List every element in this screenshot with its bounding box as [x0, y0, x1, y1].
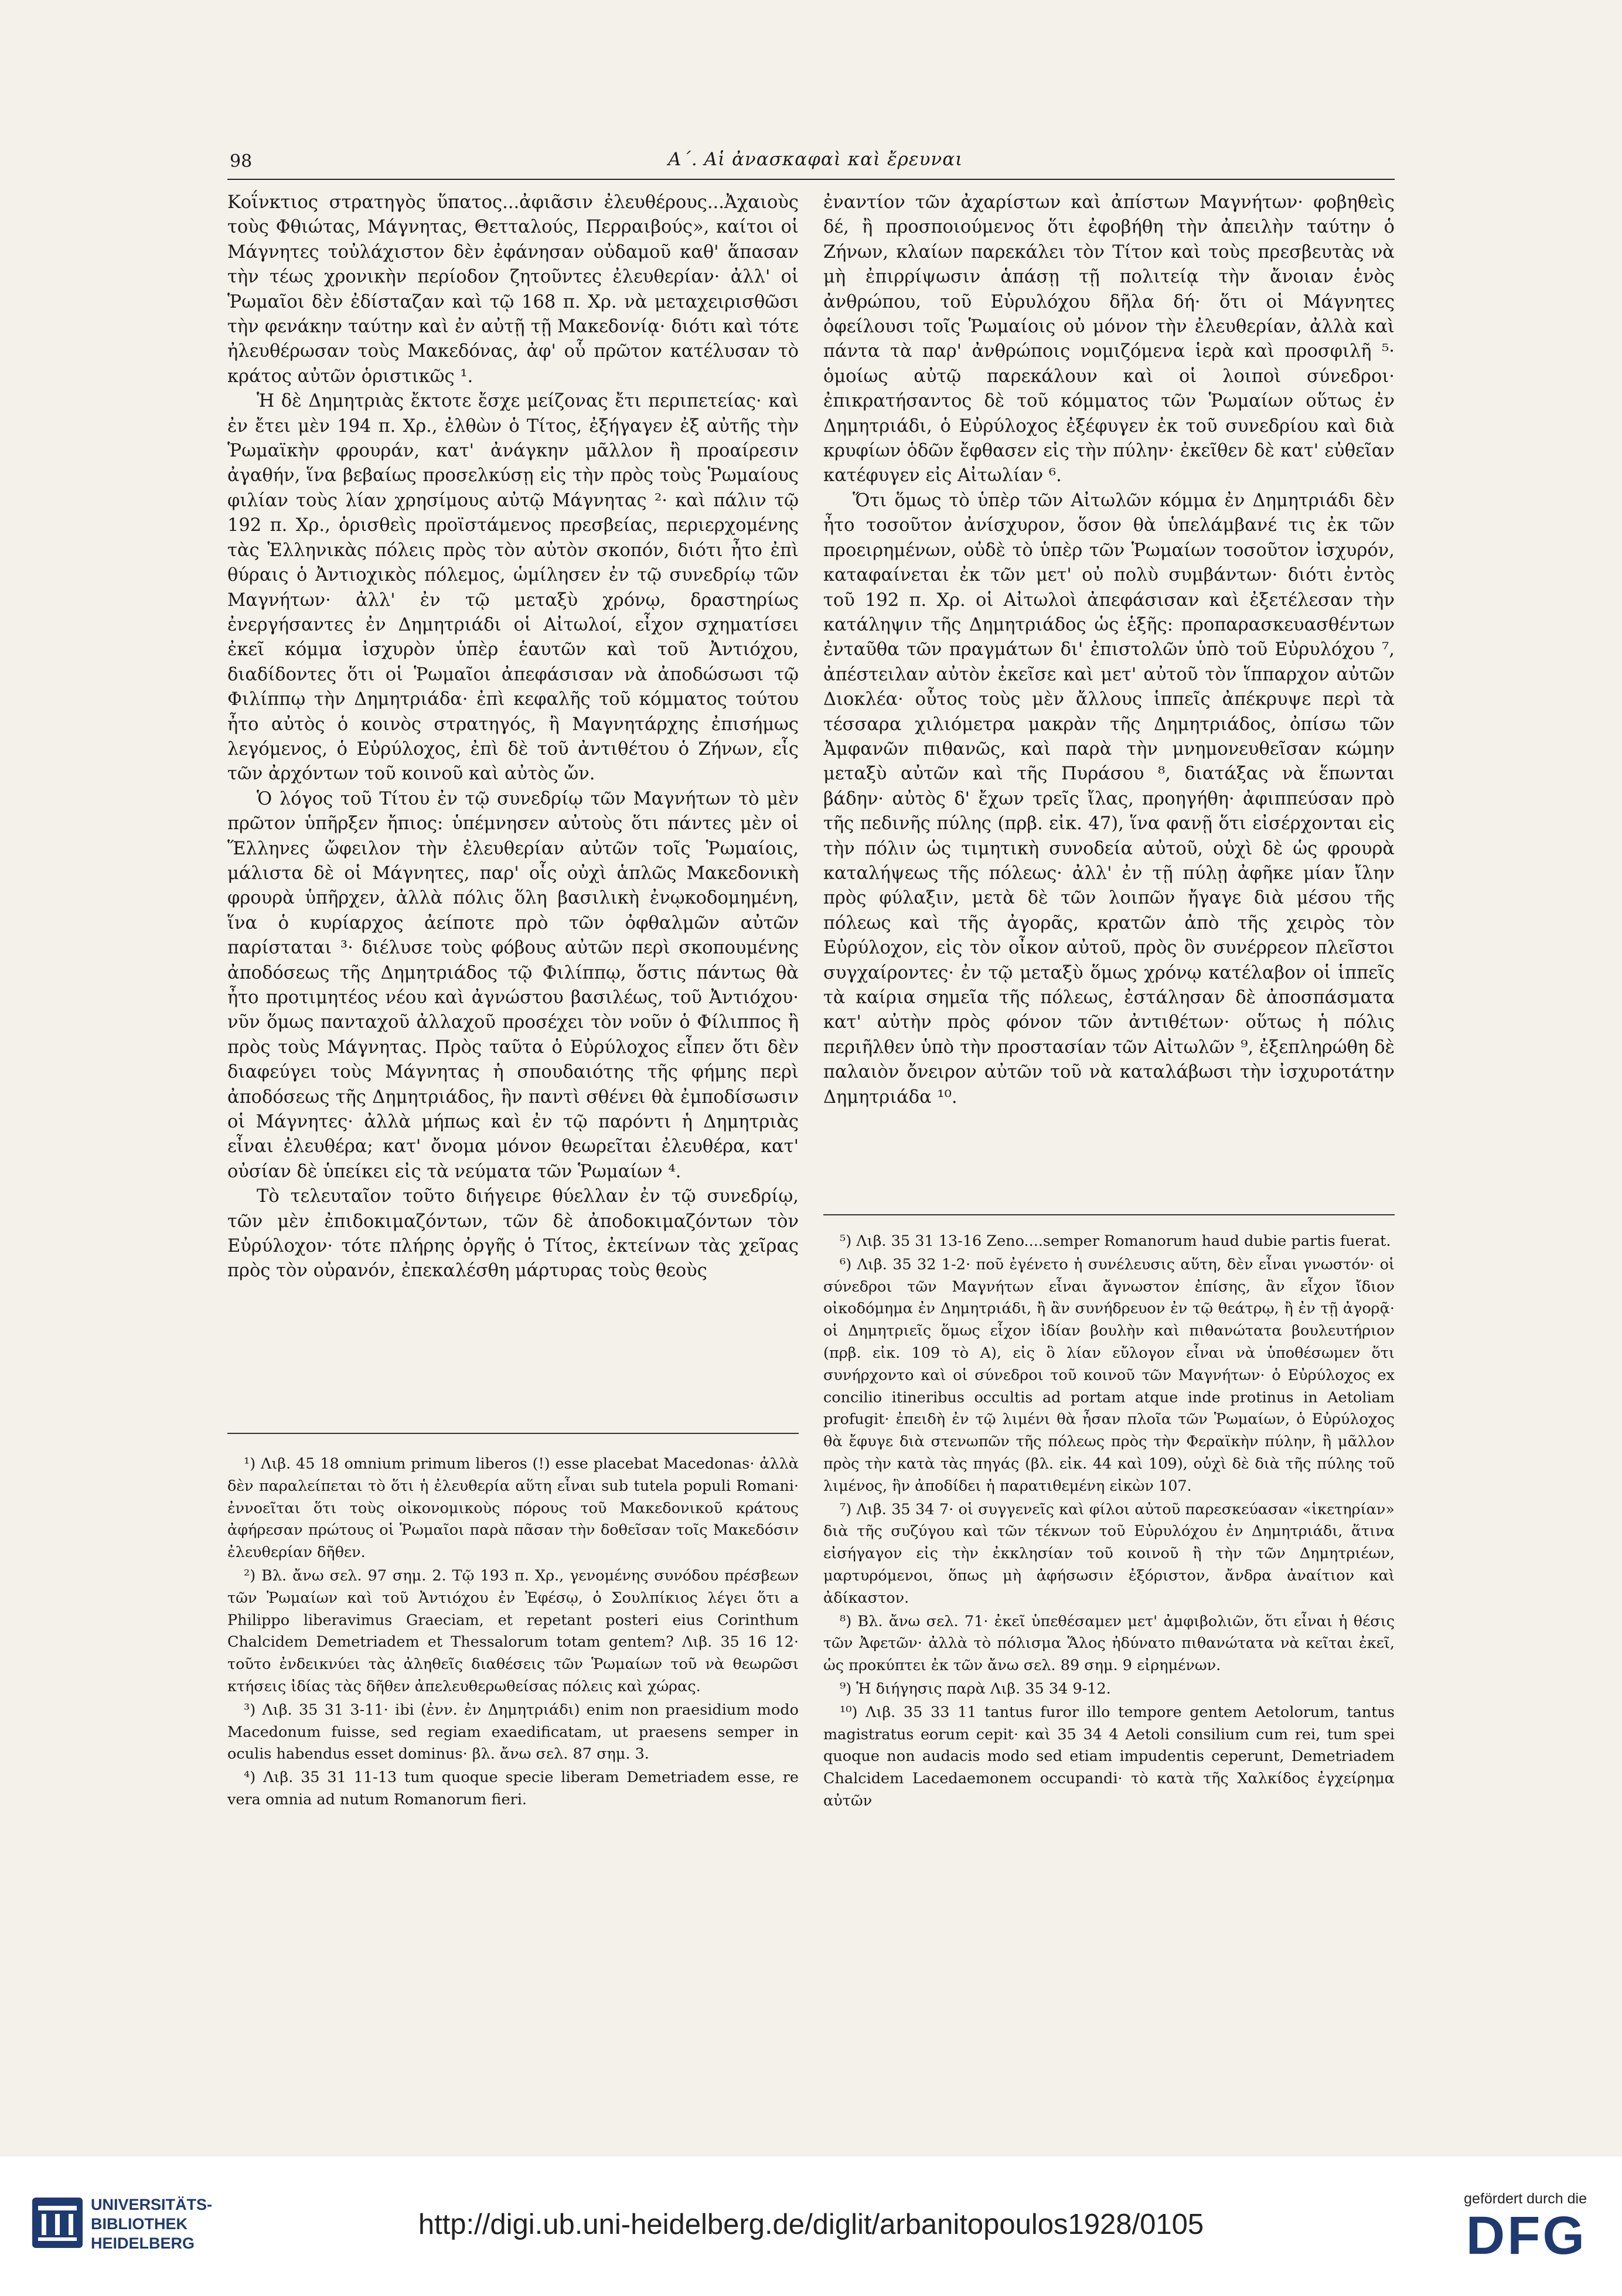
- footnote: ⁴) Λιβ. 35 31 11-13 tum quoque specie liberam Demetriadem esse, re vera omnia ad nutum Romanorum fieri.: [227, 1769, 799, 1808]
- footnote: ⁷) Λιβ. 35 34 7· οἱ συγγενεῖς καὶ φίλοι αὐτοῦ παρεσκεύασαν «ἱκετηρίαν» διὰ τῆς συζύγου καὶ τῶν τέκνων τοῦ Εὐρυλόχου ἐν Δημητριάδι, ἅτινα εἰσήγαγον εἰς τὴν ἐκκλησίαν τοῦ κοινοῦ ἢ τὴν τῶν Δημητριέων, μαρτυρόμενοι, ὅπως μὴ ἀφήσωσιν ἐξόριστον, ἄνδρα ἀναίτιον καὶ ἀδίκαστον.: [823, 1500, 1395, 1607]
- running-head: Α΄. Αἱ ἀνασκαφαὶ καὶ ἔρευναι: [668, 149, 963, 170]
- footnote: ⁶) Λιβ. 35 32 1-2· ποῦ ἐγένετο ἡ συνέλευσις αὕτη, δὲν εἶναι γνωστόν· οἱ σύνεδροι τῶν Μαγνήτων εἶναι ἄγνωστον ἐπίσης, ἂν εἶχον ἴδιον οἰκοδόμημα ἐν Δημητριάδι, ἢ ἂν συνήδρευον ἐν τῷ θεάτρῳ, ἢ ἐν τῇ ἀγορᾷ· οἱ Δημητριεῖς ὅμως εἶχον ἰδίαν βουλὴν καὶ πιθανώτατα βουλευτήριον (πρβ. εἰκ. 109 τὸ Α), εἰς ὃ λίαν εὔλογον εἶναι νὰ ὑποθέσωμεν ὅτι συνήρχοντο καὶ οἱ σύνεδροι τοῦ κοινοῦ τῶν Μαγνήτων· ὁ Εὐρύλοχος ex concilio itineribus occultis ad portam atque inde protinus in Aetoliam profugit· ἐπειδὴ ἐν τῷ λιμένι θὰ ἦσαν πλοῖα τῶν Ῥωμαίων, ὁ Εὐρύλοχος θὰ ἔφυγε διὰ στενωπῶν τῆς πόλεως πρὸς τὴν Φεραϊκὴν πύλην, ἢ μᾶλλον πρὸς τὴν κατὰ τὰς πηγάς (βλ. εἰκ. 44 καὶ 109), οὐχὶ δὲ διὰ τῆς πύλης τοῦ λιμένος, ἣν ἀποδίδει ἡ παρατιθεμένη εἰκὼν 107.: [823, 1255, 1395, 1495]
- library-name-line: UNIVERSITÄTS-: [91, 2196, 213, 2213]
- paragraph: Ἡ δὲ Δημητριὰς ἔκτοτε ἔσχε μείζονας ἔτι περιπετείας· καὶ ἐν ἔτει μὲν 194 π. Χρ., ἐλθὼν ὁ Τίτος, ἐξήγαγεν ἐξ αὐτῆς τὴν Ῥωμαϊκὴν φρουράν, κατ' ἀνάγκην μᾶλλον ἢ προαίρεσιν ἀγαθήν, ἵνα βεβαίως προσελκύσῃ εἰς τὴν πρὸς τοὺς Ῥωμαίους φιλίαν τοὺς λίαν χρησίμους αὐτῷ Μάγνητας ²· καὶ πάλιν τῷ 192 π. Χρ., ὁρισθεὶς προϊστάμενος πρεσβείας, περιερχομένης τὰς Ἑλληνικὰς πόλεις πρὸς τὸν αὐτὸν σκοπόν, διότι ἦτο ἐπὶ θύραις ὁ Ἀντιοχικὸς πόλεμος, ὡμίλησεν ἐν τῷ συνεδρίῳ τῶν Μαγνήτων· ἀλλ' ἐν τῷ μεταξὺ χρόνῳ, δραστηρίως ἐνεργήσαντες ἐν Δημητριάδι οἱ Αἰτωλοί, εἶχον σχηματίσει ἐκεῖ κόμμα ἰσχυρὸν ὑπὲρ ἑαυτῶν καὶ τοῦ Ἀντιόχου, διαδίδοντες ὅτι οἱ Ῥωμαῖοι ἀπεφάσισαν νὰ ἀποδώσωσι τῷ Φιλίππῳ τὴν Δημητριάδα· ἐπὶ κεφαλῆς τοῦ κόμματος τούτου ἦτο αὐτὸς ὁ κοινὸς στρατηγός, ἢ Μαγνητάρχης ἐπισήμως λεγόμενος, ὁ Εὐρύλοχος, ἐπὶ δὲ τοῦ ἀντιθέτου ὁ Ζήνων, εἷς τῶν ἀρχόντων τοῦ κοινοῦ καὶ αὐτὸς ὤν.: [227, 391, 799, 785]
- footnote: ³) Λιβ. 35 31 3-11· ibi (ἐνν. ἐν Δημητριάδι) enim non praesidium modo Macedonum fuisse, sed regiam exaedificatam, ut praesens semper in oculis habendus esset dominus· βλ. ἄνω σελ. 87 σημ. 3.: [227, 1701, 799, 1763]
- paragraph: Ὅτι ὅμως τὸ ὑπὲρ τῶν Αἰτωλῶν κόμμα ἐν Δημητριάδι δὲν ἦτο τοσοῦτον ἀνίσχυρον, ὅσον θὰ ὑπελάμβανέ τις ἐκ τῶν προειρημένων, οὐδὲ τὸ ὑπὲρ τῶν Ῥωμαίων τοσοῦτον ἰσχυρόν, καταφαίνεται ἐκ τῶν μετ' οὐ πολὺ συμβάντων· διότι ἐντὸς τοῦ 192 π. Χρ. οἱ Αἰτωλοὶ ἀπεφάσισαν καὶ ἐξετέλεσαν τὴν κατάληψιν τῆς Δημητριάδος ὡς ἑξῆς: προπαρασκευασθέντων ἐνταῦθα τῶν πραγμάτων δι' ἐπιστολῶν ὑπὸ τοῦ Εὐρυλόχου ⁷, ἀπέστειλαν αὐτὸν ἐκεῖσε καὶ μετ' αὐτοῦ τὸν ἵππαρχον αὐτῶν Διοκλέα· οὗτος τοὺς μὲν ἄλλους ἱππεῖς ἀπέκρυψε περὶ τὰ τέσσαρα χιλιόμετρα μακρὰν τῆς Δημητριάδος, ὀπίσω τῶν Ἀμφανῶν πιθανῶς, καὶ παρὰ τὴν μνημονευθεῖσαν κώμην μεταξὺ αὐτῶν καὶ τῆς Πυράσου ⁸, διατάξας νὰ ἕπωνται βάδην· αὐτὸς δ' ἔχων τρεῖς ἴλας, προηγήθη· ἀφιππεύσαν πρὸ τῆς πεδινῆς πύλης (πρβ. εἰκ. 47), ἵνα φανῇ ὅτι εἰσέρχονται εἰς τὴν πόλιν ὡς τιμητικὴ συνοδεία αὐτοῦ, οὐχὶ δὲ ὡς φρουρὰ καταλήψεως τῆς πόλεως· ἀλλ' ἐν τῇ πύλῃ ἀφῆκε μίαν ἴλην πρὸς φύλαξιν, μετὰ δὲ τῶν λοιπῶν ἤγαγε διὰ μέσου τῆς πόλεως καὶ τῆς ἀγορᾶς, κρατῶν ἀπὸ τῆς χειρὸς τὸν Εὐρύλοχον, εἰς τὸν οἶκον αὐτοῦ, πρὸς ὃν συνέρρεον πλεῖστοι συγχαίροντες· ἐν τῷ μεταξὺ ὅμως χρόνῳ κατέλαβον οἱ ἱππεῖς τὰ καίρια σημεῖα τῆς πόλεως, ἐστάλησαν δὲ ἀποσπάσματα κατ' αὐτὴν πρὸς φόνον τῶν ἀντιθέτων· οὕτως ἡ πόλις περιῆλθεν ὑπὸ τὴν προστασίαν τῶν Αἰτωλῶν ⁹, ἐξεπληρώθη δὲ παλαιὸν ὄνειρον αὐτῶν τοῦ νὰ καταλάβωσι τὴν ἰσχυροτάτην Δημητριάδα ¹⁰.: [823, 490, 1395, 1108]
- library-name-line: HEIDELBERG: [91, 2234, 195, 2252]
- header-rule: [227, 179, 1395, 180]
- paragraph: ἐναντίον τῶν ἀχαρίστων καὶ ἀπίστων Μαγνήτων· φοβηθεὶς δέ, ἢ προσποιούμενος ὅτι ἐφοβήθη τὴν ἀπειλὴν ταύτην ὁ Ζήνων, κλαίων παρεκάλει τὸν Τίτον καὶ τοὺς πρεσβευτὰς νὰ μὴ ἐπιρρίψωσιν ἁπάσῃ τῇ πολιτείᾳ τὴν ἄνοιαν ἑνὸς ἀνθρώπου, τοῦ Εὐρυλόχου δῆλα δή· ὅτι οἱ Μάγνητες ὀφείλουσι τοῖς Ῥωμαίοις οὐ μόνον τὴν ἐλευθερίαν, ἀλλὰ καὶ πάντα τὰ παρ' ἀνθρώποις νομιζόμενα ἱερὰ καὶ προσφιλῆ ⁵· ὁμοίως αὐτῷ παρεκάλουν καὶ οἱ λοιποὶ σύνεδροι· ἐπικρατήσαντος δὲ τοῦ κόμματος τῶν Ῥωμαίων οὕτως ἐν Δημητριάδι, ὁ Εὐρύλοχος ἐξέφυγεν ἐκ τοῦ συνεδρίου καὶ διὰ κρυφίων ὁδῶν ἔφθασεν εἰς τὴν πύλην· ἐκεῖθεν δὲ κατ' εὐθεῖαν κατέφυγεν εἰς Αἰτωλίαν ⁶.: [823, 192, 1395, 486]
- dfg-logo: DFG: [1466, 2206, 1587, 2266]
- footnotes-left: [227, 1453, 799, 1813]
- footnote: ⁸) Βλ. ἄνω σελ. 71· ἐκεῖ ὑπεθέσαμεν μετ' ἀμφιβολιῶν, ὅτι εἶναι ἡ θέσις τῶν Ἀφετῶν· ἀλλὰ τὸ πόλισμα Ἅλος ἠδύνατο πιθανώτατα νὰ κεῖται ἐκεῖ, ὡς προκύπτει ἐκ τῶν ἄνω σελ. 89 σημ. 9 εἰρημένων.: [823, 1612, 1395, 1675]
- footnote-rule: [227, 1433, 799, 1434]
- footnote-rule: [823, 1214, 1395, 1215]
- paragraph: Κοΐνκτιος στρατηγὸς ὕπατος...ἀφιᾶσιν ἐλευθέρους...Ἀχαιοὺς τοὺς Φθιώτας, Μάγνητας, Θετταλούς, Περραιβούς», καίτοι οἱ Μάγνητες τοὐλάχιστον δὲν ἐφάνησαν οὐδαμοῦ καθ' ἅπασαν τὴν τέως χρονικὴν περίοδον ζητοῦντες ἐλευθερίαν· ἀλλ' οἱ Ῥωμαῖοι δὲν ἐδίσταζαν καὶ τῷ 168 π. Χρ. νὰ μεταχειρισθῶσι τὴν φενάκην ταύτην καὶ ἐν αὐτῇ τῇ Μακεδονίᾳ· διότι καὶ τότε ἠλευθέρωσαν τοὺς Μακεδόνας, ἀφ' οὗ πρῶτον κατέλυσαν τὸ κράτος αὐτῶν ὁριστικῶς ¹.: [227, 192, 799, 387]
- footnote: ⁵) Λιβ. 35 31 13-16 Zeno....semper Romanorum haud dubie partis fuerat.: [840, 1232, 1391, 1250]
- footnote: ¹) Λιβ. 45 18 omnium primum liberos (!) esse placebat Macedonas· ἀλλὰ δὲν παραλείπεται τὸ ὅτι ἡ ἐλευθερία αὕτη εἶναι sub tutela populi Romani· ἐννοεῖται ὅτι τοὺς οἰκονομικοὺς πόρους τοῦ Μακεδονικοῦ κράτους ἀφήρεσαν πρώτους οἱ Ῥωμαῖοι παρὰ πᾶσαν τὴν δοθεῖσαν τοῖς Μακεδόσιν ἐλευθερίαν δῆθεν.: [227, 1455, 799, 1562]
- paragraph: Ὁ λόγος τοῦ Τίτου ἐν τῷ συνεδρίῳ τῶν Μαγνήτων τὸ μὲν πρῶτον ὑπῆρξεν ἤπιος: ὑπέμνησεν αὐτοὺς ὅτι πάντες μὲν οἱ Ἕλληνες ὤφειλον τὴν ἐλευθερίαν αὐτῶν τοῖς Ῥωμαίοις, μάλιστα δὲ οἱ Μάγνητες, παρ' οἷς οὐχὶ ἁπλῶς Μακεδονικὴ φρουρὰ ὑπῆρχεν, ἀλλὰ πόλις ὅλη βασιλικὴ ἐνῳκοδομημένη, ἵνα ὁ κυρίαρχος ἀείποτε πρὸ τῶν ὀφθαλμῶν αὐτῶν παρίσταται ³· διέλυσε τοὺς φόβους αὐτῶν περὶ σκοπουμένης ἀποδόσεως τῆς Δημητριάδος τῷ Φιλίππῳ, ὅστις πάντως θὰ ἦτο προτιμητέος νέου καὶ ἀγνώστου βασιλέως, τοῦ Ἀντιόχου· νῦν ὅμως πανταχοῦ ἀλλαχοῦ προσέχει τὸν νοῦν ὁ Φίλιππος ἢ πρὸς τοὺς Μάγνητας. Πρὸς ταῦτα ὁ Εὐρύλοχος εἶπεν ὅτι δὲν διαφεύγει τοὺς Μάγνητας ἡ σπουδαιότης τῆς φήμης περὶ ἀποδόσεως τῆς Δημητριάδος, ἣν παντὶ σθένει θὰ ἐμποδίσωσιν οἱ Μάγνητες· ἀλλὰ μήπως καὶ ἐν τῷ παρόντι ἡ Δημητριὰς εἶναι ἐλευθέρα; κατ' ὄνομα μόνον θεωρεῖται ἐλευθέρα, κατ' οὐσίαν δὲ ὑπείκει εἰς τὰ νεύματα τῶν Ῥωμαίων ⁴.: [227, 788, 799, 1182]
- permalink-url[interactable]: http://digi.ub.uni-heidelberg.de/diglit/arbanitopoulos1928/0105: [418, 2209, 1204, 2240]
- footnote: ⁹) Ἡ διήγησις παρὰ Λιβ. 35 34 9-12.: [840, 1680, 1111, 1698]
- footnote: ²) Βλ. ἄνω σελ. 97 σημ. 2. Τῷ 193 π. Χρ., γενομένης συνόδου πρέσβεων τῶν Ῥωμαίων καὶ τοῦ Ἀντιόχου ἐν Ἐφέσῳ, ὁ Σουλπίκιος λέγει ὅτι a Philippo liberavimus Graeciam, et repetant posteri eius Corinthum Chalcidem Demetriadem et Thessalorum totam gentem? Λιβ. 35 16 12· τοῦτο ἐνδεικνύει τὰς ἀληθεῖς διαθέσεις τῶν Ῥωμαίων τοῦ νὰ θεωρῶσι κτήσεις ἰδίας τὰς δῆθεν ἀπελευθερωθείσας πόλεις καὶ χώρας.: [227, 1566, 799, 1695]
- right-column: [823, 190, 1395, 1110]
- footnotes-right: [823, 1231, 1395, 1814]
- sponsor-block[interactable]: [1434, 2191, 1587, 2264]
- footnote: ¹⁰) Λιβ. 35 33 11 tantus furor illo tempore gentem Aetolorum, tantus magistratus eorum cepit· καὶ 35 34 4 Aetoli consilium cum rei, tum spei quoque non audacis modo sed etiam impudentis ceperunt, Demetriadem Chalcidem Lacedaemonem occupandi· τὸ κατὰ τῆς Χαλκίδος ἐγχείρημα αὐτῶν: [823, 1703, 1395, 1810]
- viewer-footer: [0, 2157, 1622, 2296]
- page-number: 98: [230, 151, 253, 172]
- sponsor-label: gefördert durch die: [1464, 2191, 1587, 2207]
- library-name-line: BIBLIOTHEK: [91, 2215, 188, 2233]
- paragraph: Τὸ τελευταῖον τοῦτο διήγειρε θύελλαν ἐν τῷ συνεδρίῳ, τῶν μὲν ἐπιδοκιμαζόντων, τῶν δὲ ἀποδοκιμαζόντων τὸν Εὐρύλοχον· τότε πλήρης ὀργῆς ὁ Τίτος, ἐκτείνων τὰς χεῖρας πρὸς τὸν οὐρανόν, ἐπεκαλέσθη μάρτυρας τοὺς θεοὺς: [227, 1186, 799, 1282]
- left-column: [227, 190, 799, 1284]
